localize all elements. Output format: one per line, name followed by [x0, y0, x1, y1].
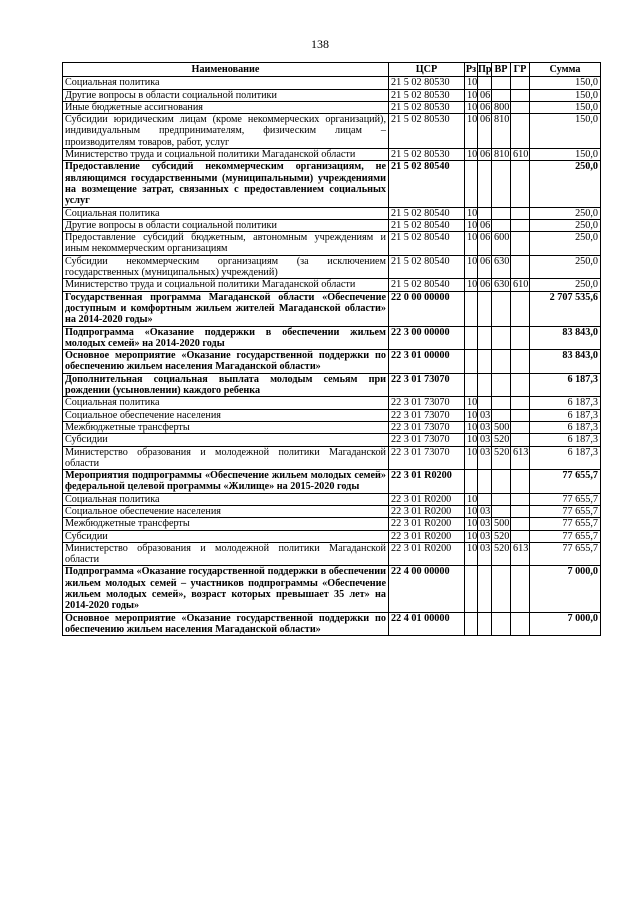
cell-pr [478, 291, 492, 326]
cell-csr: 22 3 00 00000 [389, 326, 465, 350]
cell-pr: 03 [478, 421, 492, 433]
cell-sum: 150,0 [530, 149, 601, 161]
cell-name: Социальное обеспечение населения [63, 505, 389, 517]
table-row [63, 232, 601, 256]
cell-rz [465, 291, 478, 326]
cell-gr [511, 505, 530, 517]
cell-vr [492, 207, 511, 219]
cell-name: Мероприятия подпрограммы «Обеспечение жильем молодых семей» федеральной целевой программы «Жилище» на 2015-2020 годы [63, 470, 389, 494]
cell-sum: 6 187,3 [530, 446, 601, 470]
table-row [63, 77, 601, 89]
cell-vr [492, 612, 511, 636]
cell-gr [511, 493, 530, 505]
cell-pr: 03 [478, 505, 492, 517]
cell-gr [511, 161, 530, 207]
cell-vr [492, 219, 511, 231]
cell-rz [465, 566, 478, 612]
cell-csr: 21 5 02 80530 [389, 149, 465, 161]
cell-name: Субсидии некоммерческим организациям (за исключением государственных (муниципальных) учреждений) [63, 255, 389, 279]
cell-name: Другие вопросы в области социальной политики [63, 219, 389, 231]
table-row [63, 421, 601, 433]
table-row [63, 542, 601, 566]
cell-csr: 22 3 01 00000 [389, 350, 465, 374]
cell-name: Социальная политика [63, 207, 389, 219]
cell-gr [511, 612, 530, 636]
cell-name: Подпрограмма «Оказание государственной поддержки в обеспечении жильем молодых семей – участников подпрограммы «Обеспечение жильем молодых семей», возраст которых превышает 35 лет» на 2014-2020 годы» [63, 566, 389, 612]
cell-vr: 500 [492, 421, 511, 433]
cell-name: Иные бюджетные ассигнования [63, 101, 389, 113]
cell-rz: 10 [465, 149, 478, 161]
cell-sum: 150,0 [530, 101, 601, 113]
cell-csr: 22 3 01 R0200 [389, 542, 465, 566]
cell-gr [511, 421, 530, 433]
table-row [63, 397, 601, 409]
cell-sum: 77 655,7 [530, 493, 601, 505]
cell-sum: 77 655,7 [530, 518, 601, 530]
cell-vr: 630 [492, 255, 511, 279]
cell-vr [492, 350, 511, 374]
cell-csr: 22 3 01 R0200 [389, 518, 465, 530]
cell-pr [478, 350, 492, 374]
cell-vr [492, 161, 511, 207]
table-row [63, 89, 601, 101]
cell-rz [465, 326, 478, 350]
cell-rz: 10 [465, 77, 478, 89]
header-rz: Рз [465, 64, 477, 75]
table-row [63, 434, 601, 446]
cell-pr [478, 207, 492, 219]
cell-csr: 22 3 01 73070 [389, 409, 465, 421]
cell-rz: 10 [465, 493, 478, 505]
cell-rz: 10 [465, 530, 478, 542]
cell-name: Предоставление субсидий бюджетным, автономным учреждениям и иным некоммерческим организациям [63, 232, 389, 256]
cell-pr: 06 [478, 279, 492, 291]
table-row [63, 530, 601, 542]
cell-vr [492, 291, 511, 326]
cell-gr [511, 89, 530, 101]
cell-name: Субсидии [63, 434, 389, 446]
cell-csr: 22 0 00 00000 [389, 291, 465, 326]
table-header-row [63, 63, 601, 77]
cell-name: Министерство образования и молодежной политики Магаданской области [63, 542, 389, 566]
cell-gr [511, 255, 530, 279]
table-row [63, 255, 601, 279]
cell-rz: 10 [465, 89, 478, 101]
cell-sum: 6 187,3 [530, 434, 601, 446]
cell-pr: 03 [478, 446, 492, 470]
cell-name: Субсидии [63, 530, 389, 542]
table-row [63, 373, 601, 397]
cell-sum: 250,0 [530, 279, 601, 291]
cell-sum: 150,0 [530, 114, 601, 149]
cell-sum: 250,0 [530, 219, 601, 231]
cell-pr: 03 [478, 530, 492, 542]
table-row [63, 505, 601, 517]
budget-table [62, 62, 601, 636]
cell-sum: 77 655,7 [530, 470, 601, 494]
table-row [63, 470, 601, 494]
cell-gr: 613 [511, 542, 530, 566]
cell-sum: 150,0 [530, 89, 601, 101]
table-row [63, 219, 601, 231]
cell-gr [511, 350, 530, 374]
cell-csr: 21 5 02 80540 [389, 232, 465, 256]
cell-vr [492, 505, 511, 517]
cell-rz: 10 [465, 397, 478, 409]
cell-gr: 610 [511, 149, 530, 161]
cell-sum: 6 187,3 [530, 397, 601, 409]
cell-name: Основное мероприятие «Оказание государственной поддержки по обеспечению жильем населения Магаданской области» [63, 612, 389, 636]
cell-csr: 21 5 02 80530 [389, 89, 465, 101]
cell-rz: 10 [465, 255, 478, 279]
cell-name: Подпрограмма «Оказание поддержки в обеспечении жильем молодых семей» на 2014-2020 годы [63, 326, 389, 350]
cell-name: Социальная политика [63, 493, 389, 505]
cell-sum: 7 000,0 [530, 566, 601, 612]
table-row [63, 493, 601, 505]
cell-rz: 10 [465, 101, 478, 113]
cell-name: Государственная программа Магаданской области «Обеспечение доступным и комфортным жильем жителей Магаданской области» на 2014-2020 годы» [63, 291, 389, 326]
cell-rz: 10 [465, 219, 478, 231]
cell-csr: 21 5 02 80540 [389, 255, 465, 279]
cell-sum: 250,0 [530, 232, 601, 256]
cell-pr [478, 493, 492, 505]
cell-gr [511, 409, 530, 421]
cell-gr [511, 470, 530, 494]
cell-rz: 10 [465, 279, 478, 291]
cell-sum: 77 655,7 [530, 505, 601, 517]
cell-rz: 10 [465, 446, 478, 470]
cell-sum: 150,0 [530, 77, 601, 89]
header-gr: ГР [511, 63, 530, 77]
cell-pr [478, 397, 492, 409]
cell-vr [492, 409, 511, 421]
header-csr: ЦСР [389, 63, 465, 77]
cell-vr [492, 566, 511, 612]
cell-gr [511, 530, 530, 542]
cell-sum: 250,0 [530, 161, 601, 207]
cell-csr: 22 4 01 00000 [389, 612, 465, 636]
cell-gr [511, 101, 530, 113]
cell-sum: 250,0 [530, 255, 601, 279]
cell-name: Основное мероприятие «Оказание государственной поддержки по обеспечению жильем населения Магаданской области» [63, 350, 389, 374]
cell-name: Министерство труда и социальной политики Магаданской области [63, 279, 389, 291]
cell-sum: 6 187,3 [530, 373, 601, 397]
cell-csr: 22 3 01 R0200 [389, 470, 465, 494]
cell-vr [492, 493, 511, 505]
cell-rz: 10 [465, 207, 478, 219]
table-row [63, 161, 601, 207]
cell-sum: 6 187,3 [530, 421, 601, 433]
cell-csr: 22 3 01 R0200 [389, 530, 465, 542]
cell-sum: 83 843,0 [530, 350, 601, 374]
cell-pr [478, 470, 492, 494]
cell-sum: 2 707 535,6 [530, 291, 601, 326]
cell-csr: 22 4 00 00000 [389, 566, 465, 612]
cell-csr: 21 5 02 80530 [389, 101, 465, 113]
cell-sum: 250,0 [530, 207, 601, 219]
cell-sum: 77 655,7 [530, 542, 601, 566]
cell-csr: 22 3 01 73070 [389, 373, 465, 397]
table-row [63, 446, 601, 470]
page-number: 138 [311, 37, 329, 51]
cell-vr: 630 [492, 279, 511, 291]
cell-gr [511, 566, 530, 612]
header-sum: Сумма [530, 63, 601, 77]
cell-rz [465, 373, 478, 397]
cell-vr: 520 [492, 530, 511, 542]
table-row [63, 207, 601, 219]
cell-name: Социальная политика [63, 397, 389, 409]
cell-pr: 03 [478, 434, 492, 446]
cell-name: Субсидии юридическим лицам (кроме некоммерческих организаций), индивидуальным предпринимателям, физическим лицам – производителям товаров, работ, услуг [63, 114, 389, 149]
cell-vr [492, 77, 511, 89]
cell-csr: 22 3 01 73070 [389, 434, 465, 446]
cell-vr [492, 470, 511, 494]
cell-vr: 800 [492, 101, 511, 113]
cell-name: Другие вопросы в области социальной политики [63, 89, 389, 101]
cell-rz: 10 [465, 409, 478, 421]
cell-vr: 810 [492, 114, 511, 149]
cell-name: Межбюджетные трансферты [63, 421, 389, 433]
cell-rz: 10 [465, 518, 478, 530]
table-row [63, 612, 601, 636]
cell-csr: 21 5 02 80540 [389, 207, 465, 219]
table-row [63, 326, 601, 350]
cell-csr: 22 3 01 73070 [389, 446, 465, 470]
cell-name: Межбюджетные трансферты [63, 518, 389, 530]
cell-sum: 6 187,3 [530, 409, 601, 421]
header-name: Наименование [63, 63, 389, 77]
cell-name: Социальная политика [63, 77, 389, 89]
table-row [63, 149, 601, 161]
cell-csr: 22 3 01 R0200 [389, 493, 465, 505]
cell-gr: 613 [511, 446, 530, 470]
header-pr: Пр [478, 64, 492, 75]
table-body [63, 77, 601, 636]
table-row [63, 409, 601, 421]
cell-vr: 520 [492, 446, 511, 470]
cell-vr: 810 [492, 149, 511, 161]
cell-gr [511, 77, 530, 89]
cell-vr: 520 [492, 542, 511, 566]
cell-csr: 21 5 02 80540 [389, 279, 465, 291]
cell-pr: 06 [478, 114, 492, 149]
cell-gr [511, 434, 530, 446]
cell-csr: 21 5 02 80540 [389, 219, 465, 231]
cell-pr [478, 566, 492, 612]
cell-pr [478, 161, 492, 207]
cell-vr [492, 397, 511, 409]
cell-name: Министерство образования и молодежной политики Магаданской области [63, 446, 389, 470]
cell-gr [511, 219, 530, 231]
cell-csr: 22 3 01 73070 [389, 397, 465, 409]
cell-name: Дополнительная социальная выплата молодым семьям при рождении (усыновлении) каждого ребенка [63, 373, 389, 397]
cell-vr: 520 [492, 434, 511, 446]
cell-rz: 10 [465, 542, 478, 566]
cell-gr [511, 232, 530, 256]
table-row [63, 291, 601, 326]
cell-gr: 610 [511, 279, 530, 291]
cell-pr: 06 [478, 219, 492, 231]
cell-csr: 21 5 02 80530 [389, 114, 465, 149]
cell-pr: 03 [478, 409, 492, 421]
cell-pr [478, 612, 492, 636]
cell-rz [465, 612, 478, 636]
cell-gr [511, 326, 530, 350]
cell-pr: 06 [478, 149, 492, 161]
cell-rz [465, 470, 478, 494]
cell-pr [478, 373, 492, 397]
cell-rz: 10 [465, 421, 478, 433]
cell-pr: 06 [478, 255, 492, 279]
cell-csr: 21 5 02 80540 [389, 161, 465, 207]
cell-gr [511, 397, 530, 409]
cell-pr: 06 [478, 89, 492, 101]
cell-gr [511, 207, 530, 219]
cell-vr [492, 373, 511, 397]
cell-pr: 06 [478, 101, 492, 113]
table-row [63, 518, 601, 530]
cell-sum: 7 000,0 [530, 612, 601, 636]
cell-csr: 22 3 01 73070 [389, 421, 465, 433]
cell-rz: 10 [465, 434, 478, 446]
cell-csr: 21 5 02 80530 [389, 77, 465, 89]
cell-vr [492, 89, 511, 101]
table-row [63, 101, 601, 113]
cell-pr [478, 77, 492, 89]
table-row [63, 350, 601, 374]
cell-rz [465, 350, 478, 374]
cell-gr [511, 373, 530, 397]
cell-name: Министерство труда и социальной политики Магаданской области [63, 149, 389, 161]
cell-vr [492, 326, 511, 350]
cell-rz: 10 [465, 232, 478, 256]
cell-rz: 10 [465, 114, 478, 149]
cell-gr [511, 291, 530, 326]
table-row [63, 279, 601, 291]
cell-pr: 06 [478, 232, 492, 256]
cell-rz: 10 [465, 505, 478, 517]
cell-gr [511, 518, 530, 530]
cell-pr [478, 326, 492, 350]
cell-pr: 03 [478, 542, 492, 566]
cell-name: Социальное обеспечение населения [63, 409, 389, 421]
cell-rz [465, 161, 478, 207]
cell-sum: 83 843,0 [530, 326, 601, 350]
header-vr: ВР [492, 63, 511, 77]
cell-name: Предоставление субсидий некоммерческим организациям, не являющимся государственными (муниципальными) учреждениями на возмещение затрат, связанных с предоставлением социальных услуг [63, 161, 389, 207]
cell-gr [511, 114, 530, 149]
cell-vr: 500 [492, 518, 511, 530]
cell-vr: 600 [492, 232, 511, 256]
cell-sum: 77 655,7 [530, 530, 601, 542]
table-row [63, 114, 601, 149]
cell-csr: 22 3 01 R0200 [389, 505, 465, 517]
table-row [63, 566, 601, 612]
cell-pr: 03 [478, 518, 492, 530]
